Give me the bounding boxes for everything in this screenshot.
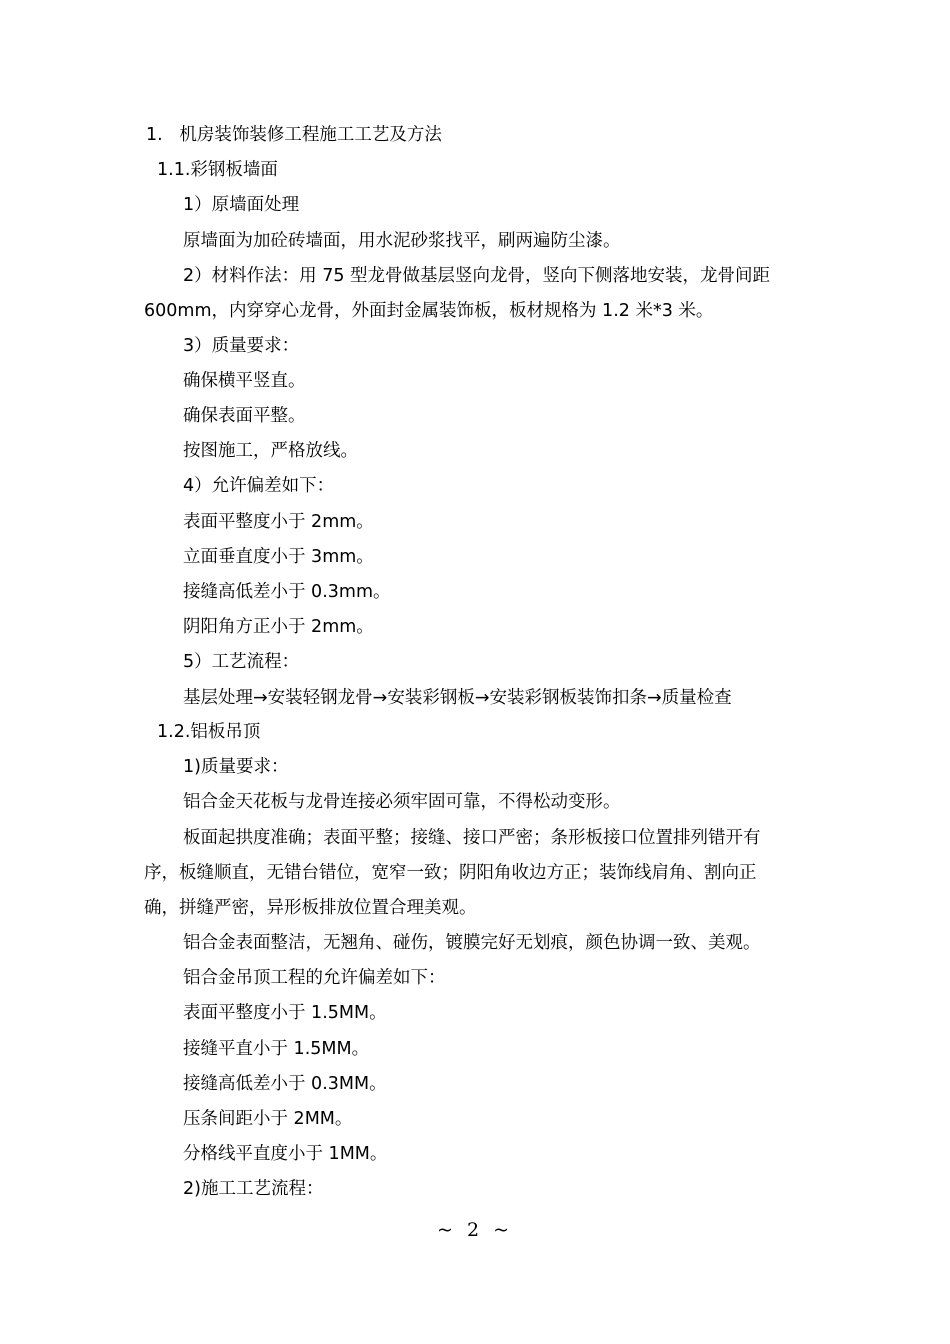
paragraph-line: 铝合金天花板与龙骨连接必须牢固可靠，不得松动变形。	[183, 792, 621, 812]
process-flow-line: 基层处理→安装轻钢龙骨→安装彩钢板→安装彩钢板装饰扣条→质量检查	[183, 688, 732, 708]
paragraph-line: 确保表面平整。	[183, 406, 306, 426]
paragraph-line: 分格线平直度小于 1MM。	[183, 1144, 388, 1164]
paragraph-line: 4）允许偏差如下：	[183, 476, 335, 496]
paragraph-line: 接缝高低差小于 0.3MM。	[183, 1074, 387, 1094]
paragraph-line: 确保横平竖直。	[183, 371, 306, 391]
paragraph-line: 立面垂直度小于 3mm。	[183, 547, 374, 567]
paragraph-line: 确，拼缝严密，异形板排放位置合理美观。	[144, 898, 477, 918]
paragraph-line: 5）工艺流程：	[183, 652, 300, 672]
section-1-number: 1.	[146, 125, 163, 145]
section-1-heading	[146, 123, 442, 147]
paragraph-line: 序，板缝顺直，无错台错位，宽窄一致；阴阳角收边方正；装饰线肩角、割向正	[144, 863, 757, 883]
page-number: ~ 2 ~	[436, 1219, 513, 1241]
paragraph-line: 接缝高低差小于 0.3mm。	[183, 582, 391, 602]
section-1-1-heading: 1.1.彩钢板墙面	[157, 160, 278, 180]
paragraph-line: 阴阳角方正小于 2mm。	[183, 617, 374, 637]
paragraph-line: 表面平整度小于 1.5MM。	[183, 1003, 387, 1023]
section-1-2-heading: 1.2.铝板吊顶	[157, 722, 261, 742]
paragraph-line: 铝合金吊顶工程的允许偏差如下：	[183, 968, 446, 988]
paragraph-line: 1)质量要求：	[183, 757, 289, 777]
paragraph-line: 接缝平直小于 1.5MM。	[183, 1039, 370, 1059]
paragraph-line: 原墙面为加砼砖墙面，用水泥砂浆找平，刷两遍防尘漆。	[183, 231, 621, 251]
section-1-title: 机房装饰装修工程施工工艺及方法	[179, 125, 442, 145]
paragraph-line: 2）材料作法：用 75 型龙骨做基层竖向龙骨，竖向下侧落地安装，龙骨间距	[183, 266, 771, 286]
paragraph-line: 600mm，内穿穿心龙骨，外面封金属装饰板，板材规格为 1.2 米*3 米。	[144, 301, 714, 321]
paragraph-line: 2)施工工艺流程：	[183, 1179, 324, 1199]
paragraph-line: 按图施工，严格放线。	[183, 441, 358, 461]
paragraph-line: 表面平整度小于 2mm。	[183, 512, 374, 532]
paragraph-line: 3）质量要求：	[183, 336, 300, 356]
paragraph-line: 压条间距小于 2MM。	[183, 1109, 353, 1129]
paragraph-line: 铝合金表面整洁，无翘角、碰伤，镀膜完好无划痕，颜色协调一致、美观。	[183, 933, 761, 953]
paragraph-line: 1）原墙面处理	[183, 195, 300, 215]
paragraph-line: 板面起拱度准确；表面平整；接缝、接口严密；条形板接口位置排列错开有	[183, 828, 761, 848]
